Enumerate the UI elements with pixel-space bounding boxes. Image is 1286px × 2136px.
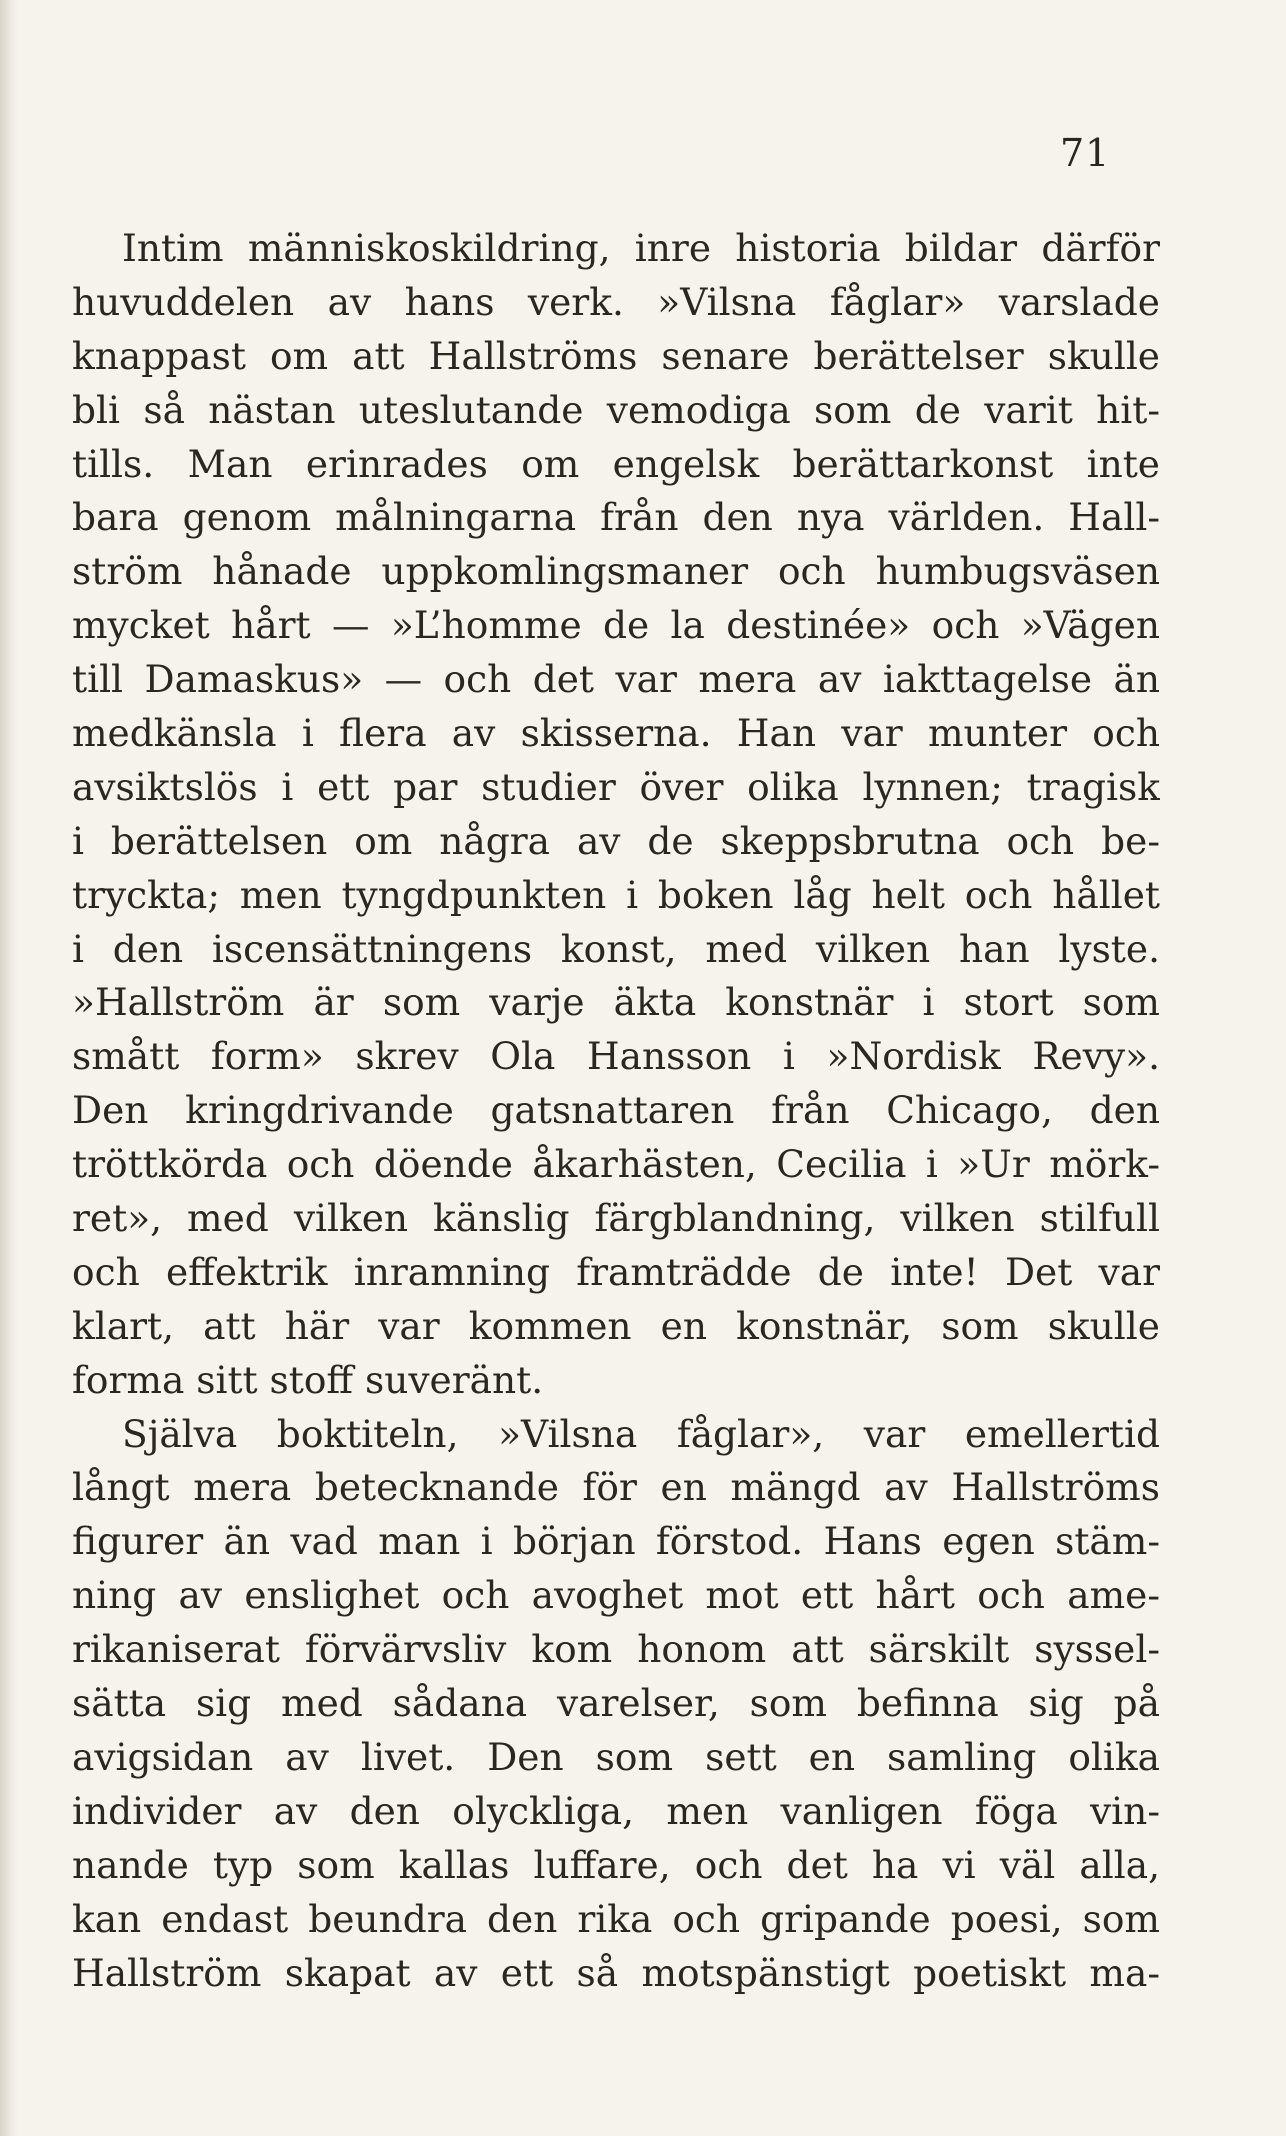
text-line: ning av enslighet och avoghet mot ett hårt och ame-: [72, 1573, 1160, 1618]
text-line: klart, att här var kommen en konstnär, som skulle: [72, 1303, 1160, 1348]
paragraph: [72, 1408, 1160, 2001]
text-line: ström hånade uppkomlingsmaner och humbugsväsen: [72, 549, 1160, 594]
text-line: huvuddelen av hans verk. »Vilsna fåglar» varslade: [72, 279, 1160, 324]
text-line: rikaniserat förvärvsliv kom honom att särskilt syssel-: [72, 1627, 1160, 1672]
body-text: [72, 222, 1160, 2000]
text-line: ret», med vilken känslig färgblandning, vilken stilfull: [72, 1196, 1160, 1241]
text-line: tröttkörda och döende åkarhästen, Cecilia i »Ur mörk-: [72, 1142, 1160, 1187]
text-line: smått form» skrev Ola Hansson i »Nordisk Revy».: [72, 1034, 1160, 1079]
text-line: sätta sig med sådana varelser, som befinna sig på: [72, 1681, 1160, 1726]
text-line: avsiktslös i ett par studier över olika lynnen; tragisk: [72, 764, 1160, 809]
page-number: 71: [1060, 131, 1111, 175]
text-line: Själva boktiteln, »Vilsna fåglar», var emellertid: [122, 1411, 1160, 1456]
text-line: tryckta; men tyngdpunkten i boken låg helt och hållet: [72, 872, 1160, 917]
text-line: i berättelsen om några av de skeppsbrutna och be-: [72, 818, 1160, 863]
text-line: mycket hårt — »L’homme de la destinée» och »Vägen: [72, 603, 1160, 648]
text-line: Hallström skapat av ett så motspänstigt poetiskt ma-: [72, 1950, 1160, 1995]
text-line: nande typ som kallas luffare, och det ha vi väl alla,: [72, 1842, 1160, 1887]
text-line: långt mera betecknande för en mängd av Hallströms: [72, 1465, 1160, 1510]
text-line: figurer än vad man i början förstod. Hans egen stäm-: [72, 1519, 1160, 1564]
text-line: tills. Man erinrades om engelsk berättarkonst inte: [72, 441, 1160, 486]
paragraph: [72, 222, 1160, 1408]
text-line: Den kringdrivande gatsnattaren från Chicago, den: [72, 1088, 1160, 1133]
text-line: knappast om att Hallströms senare berättelser skulle: [72, 333, 1160, 378]
page-binding-edge: [0, 0, 18, 2136]
text-line: forma sitt stoff suveränt.: [72, 1357, 544, 1402]
text-line: i den iscensättningens konst, med vilken han lyste.: [72, 926, 1160, 971]
text-line: medkänsla i flera av skisserna. Han var munter och: [72, 711, 1160, 756]
text-line: bli så nästan uteslutande vemodiga som de varit hit-: [72, 387, 1160, 432]
text-line: individer av den olyckliga, men vanligen föga vin-: [72, 1788, 1160, 1833]
text-line: till Damaskus» — och det var mera av iakttagelse än: [72, 657, 1160, 702]
text-line: »Hallström är som varje äkta konstnär i stort som: [72, 980, 1160, 1025]
text-line: och effektrik inramning framträdde de inte! Det var: [72, 1249, 1160, 1294]
text-line: avigsidan av livet. Den som sett en samling olika: [72, 1734, 1160, 1779]
text-line: Intim människoskildring, inre historia bildar därför: [122, 226, 1160, 270]
text-line: kan endast beundra den rika och gripande poesi, som: [72, 1896, 1160, 1941]
text-line: bara genom målningarna från den nya världen. Hall-: [72, 495, 1160, 540]
